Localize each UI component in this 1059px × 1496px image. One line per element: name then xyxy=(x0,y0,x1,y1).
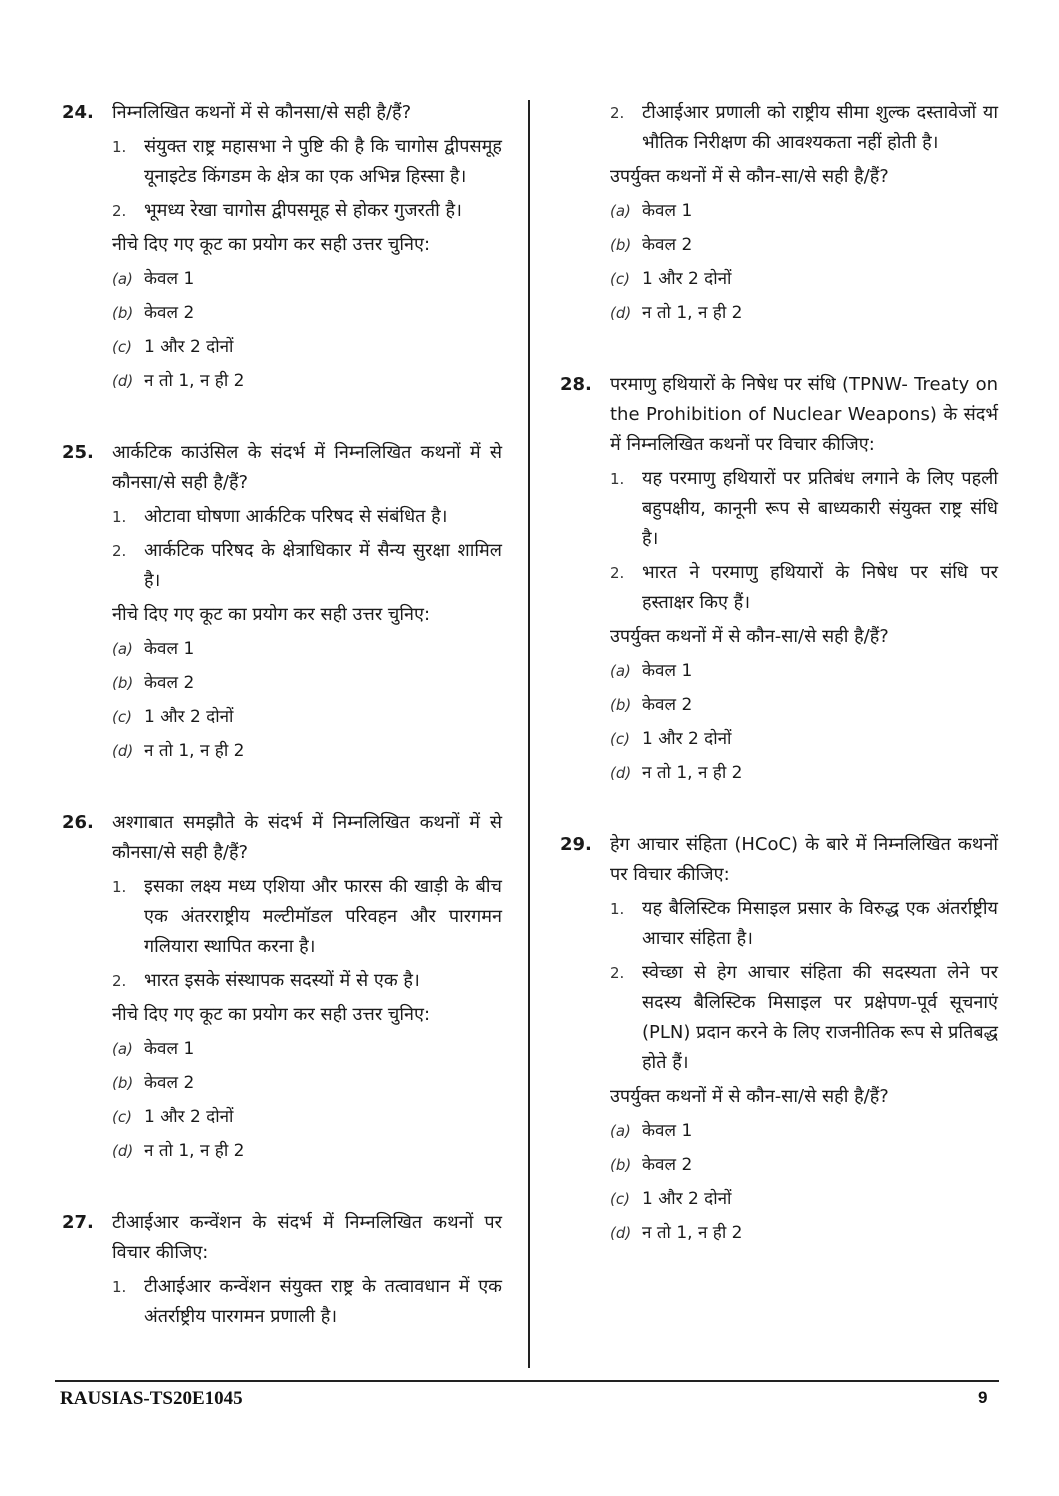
statement-number: 1. xyxy=(610,900,625,918)
statement-number: 2. xyxy=(112,972,127,990)
option-text: केवल 1 xyxy=(144,639,195,659)
option-label: (a) xyxy=(610,202,631,220)
option-text: केवल 2 xyxy=(642,235,693,255)
option-d xyxy=(112,736,502,766)
question-29 xyxy=(560,830,998,1248)
option-label: (c) xyxy=(610,1190,630,1208)
option-b xyxy=(610,230,998,260)
statement xyxy=(112,1272,502,1332)
answer-prompt: नीचे दिए गए कूट का प्रयोग कर सही उत्तर चुनिए: xyxy=(112,1004,431,1025)
statement-text: इसका लक्ष्य मध्य एशिया और फारस की खाड़ी के बीच एक अंतरराष्ट्रीय मल्टीमॉडल परिवहन और पारगमन गलियारा स्थापित करना है। xyxy=(144,876,502,957)
option-d xyxy=(112,366,502,396)
option-b xyxy=(112,298,502,328)
option-text: केवल 2 xyxy=(144,1073,195,1093)
option-text: 1 और 2 दोनों xyxy=(642,269,732,289)
statement xyxy=(610,894,998,954)
option-c xyxy=(112,1102,502,1132)
answer-prompt: उपर्युक्त कथनों में से कौन-सा/से सही है/हैं? xyxy=(610,166,889,187)
question-25 xyxy=(62,438,502,766)
footer-rule xyxy=(55,1380,999,1382)
option-text: केवल 1 xyxy=(642,1121,693,1141)
option-a xyxy=(610,656,998,686)
question-number: 27. xyxy=(62,1212,94,1233)
answer-prompt: उपर्युक्त कथनों में से कौन-सा/से सही है/हैं? xyxy=(610,1086,889,1107)
right-column xyxy=(560,98,998,1290)
option-label: (b) xyxy=(112,674,134,692)
question-stem: परमाणु हथियारों के निषेध पर संधि (TPNW- Treaty on the Prohibition of Nuclear Weapons) के संदर्भ में निम्नलिखित कथनों पर विचार कीजिए: xyxy=(610,374,998,455)
option-text: केवल 2 xyxy=(144,303,195,323)
statement-text: ओटावा घोषणा आर्कटिक परिषद से संबंधित है। xyxy=(144,506,448,527)
option-text: न तो 1, न ही 2 xyxy=(144,741,245,761)
page-number: 9 xyxy=(978,1388,988,1407)
option-label: (a) xyxy=(610,662,631,680)
option-text: 1 और 2 दोनों xyxy=(642,1189,732,1209)
option-label: (b) xyxy=(112,1074,134,1092)
option-c xyxy=(112,702,502,732)
statement-number: 2. xyxy=(112,202,127,220)
option-text: 1 और 2 दोनों xyxy=(144,707,234,727)
question-28 xyxy=(560,370,998,788)
option-label: (c) xyxy=(112,708,132,726)
left-column xyxy=(62,98,502,1374)
option-text: केवल 2 xyxy=(642,1155,693,1175)
statement-number: 2. xyxy=(112,542,127,560)
option-label: (c) xyxy=(610,730,630,748)
statement-number: 2. xyxy=(610,564,625,582)
column-divider xyxy=(528,100,530,1368)
option-b xyxy=(610,690,998,720)
statement xyxy=(112,966,502,996)
option-text: 1 और 2 दोनों xyxy=(642,729,732,749)
option-label: (d) xyxy=(112,1142,134,1160)
question-27-continued xyxy=(560,98,998,328)
statement-number: 1. xyxy=(112,878,127,896)
option-text: 1 और 2 दोनों xyxy=(144,337,234,357)
option-label: (c) xyxy=(112,1108,132,1126)
statement-text: भारत ने परमाणु हथियारों के निषेध पर संधि पर हस्ताक्षर किए हैं। xyxy=(642,562,998,613)
option-text: केवल 1 xyxy=(642,661,693,681)
question-number: 28. xyxy=(560,374,592,395)
statement xyxy=(112,132,502,192)
option-label: (d) xyxy=(610,1224,632,1242)
option-label: (b) xyxy=(112,304,134,322)
statement xyxy=(112,872,502,962)
answer-prompt: उपर्युक्त कथनों में से कौन-सा/से सही है/हैं? xyxy=(610,626,889,647)
statement-text: भूमध्य रेखा चागोस द्वीपसमूह से होकर गुजरती है। xyxy=(144,200,462,221)
option-label: (a) xyxy=(112,1040,133,1058)
statement-number: 1. xyxy=(112,508,127,526)
option-b xyxy=(610,1150,998,1180)
question-number: 26. xyxy=(62,812,94,833)
statement xyxy=(610,98,998,158)
question-stem: टीआईआर कन्वेंशन के संदर्भ में निम्नलिखित कथनों पर विचार कीजिए: xyxy=(112,1212,502,1263)
option-label: (b) xyxy=(610,1156,632,1174)
statement xyxy=(112,536,502,596)
statement-number: 1. xyxy=(112,1278,127,1296)
question-stem: आर्कटिक काउंसिल के संदर्भ में निम्नलिखित कथनों में से कौनसा/से सही है/हैं? xyxy=(112,442,502,493)
option-label: (a) xyxy=(112,640,133,658)
option-a xyxy=(610,196,998,226)
option-label: (d) xyxy=(610,764,632,782)
statement-text: यह परमाणु हथियारों पर प्रतिबंध लगाने के लिए पहली बहुपक्षीय, कानूनी रूप से बाध्यकारी संयुक्त राष्ट्र संधि है। xyxy=(642,468,998,549)
option-a xyxy=(112,634,502,664)
option-label: (c) xyxy=(610,270,630,288)
option-c xyxy=(112,332,502,362)
option-b xyxy=(112,1068,502,1098)
option-text: केवल 2 xyxy=(642,695,693,715)
option-a xyxy=(610,1116,998,1146)
option-text: केवल 1 xyxy=(144,269,195,289)
option-label: (b) xyxy=(610,696,632,714)
option-b xyxy=(112,668,502,698)
test-code: RAUSIAS-TS20E1045 xyxy=(60,1388,243,1409)
question-number: 25. xyxy=(62,442,94,463)
option-label: (a) xyxy=(112,270,133,288)
statement xyxy=(112,502,502,532)
statement xyxy=(610,958,998,1078)
statement-number: 2. xyxy=(610,964,625,982)
statement-text: टीआईआर कन्वेंशन संयुक्त राष्ट्र के तत्वावधान में एक अंतर्राष्ट्रीय पारगमन प्रणाली है। xyxy=(144,1276,502,1327)
question-stem: हेग आचार संहिता (HCoC) के बारे में निम्नलिखित कथनों पर विचार कीजिए: xyxy=(610,834,998,885)
statement-number: 1. xyxy=(610,470,625,488)
option-label: (d) xyxy=(112,372,134,390)
question-stem: अश्गाबात समझौते के संदर्भ में निम्नलिखित कथनों में से कौनसा/से सही है/हैं? xyxy=(112,812,502,863)
option-label: (c) xyxy=(112,338,132,356)
statement-text: टीआईआर प्रणाली को राष्ट्रीय सीमा शुल्क दस्तावेजों या भौतिक निरीक्षण की आवश्यकता नहीं होती है। xyxy=(642,102,998,153)
option-text: 1 और 2 दोनों xyxy=(144,1107,234,1127)
question-stem: निम्नलिखित कथनों में से कौनसा/से सही है/हैं? xyxy=(112,102,412,123)
answer-prompt: नीचे दिए गए कूट का प्रयोग कर सही उत्तर चुनिए: xyxy=(112,234,431,255)
answer-prompt: नीचे दिए गए कूट का प्रयोग कर सही उत्तर चुनिए: xyxy=(112,604,431,625)
option-d xyxy=(112,1136,502,1166)
option-text: न तो 1, न ही 2 xyxy=(642,303,743,323)
option-text: केवल 1 xyxy=(642,201,693,221)
option-text: न तो 1, न ही 2 xyxy=(144,1141,245,1161)
statement-text: भारत इसके संस्थापक सदस्यों में से एक है। xyxy=(144,970,420,991)
option-c xyxy=(610,1184,998,1214)
statement xyxy=(610,558,998,618)
statement xyxy=(112,196,502,226)
statement-text: आर्कटिक परिषद के क्षेत्राधिकार में सैन्य सुरक्षा शामिल है। xyxy=(144,540,502,591)
option-d xyxy=(610,298,998,328)
statement-text: यह बैलिस्टिक मिसाइल प्रसार के विरुद्ध एक अंतर्राष्ट्रीय आचार संहिता है। xyxy=(642,898,998,949)
option-text: न तो 1, न ही 2 xyxy=(144,371,245,391)
option-text: न तो 1, न ही 2 xyxy=(642,763,743,783)
option-text: न तो 1, न ही 2 xyxy=(642,1223,743,1243)
statement-number: 1. xyxy=(112,138,127,156)
option-label: (d) xyxy=(112,742,134,760)
option-text: केवल 2 xyxy=(144,673,195,693)
option-label: (a) xyxy=(610,1122,631,1140)
option-label: (b) xyxy=(610,236,632,254)
question-number: 29. xyxy=(560,834,592,855)
option-c xyxy=(610,724,998,754)
statement xyxy=(610,464,998,554)
option-d xyxy=(610,758,998,788)
question-number: 24. xyxy=(62,102,94,123)
question-27 xyxy=(62,1208,502,1332)
option-c xyxy=(610,264,998,294)
option-text: केवल 1 xyxy=(144,1039,195,1059)
option-a xyxy=(112,264,502,294)
statement-number: 2. xyxy=(610,104,625,122)
option-a xyxy=(112,1034,502,1064)
option-d xyxy=(610,1218,998,1248)
option-label: (d) xyxy=(610,304,632,322)
statement-text: संयुक्त राष्ट्र महासभा ने पुष्टि की है कि चागोस द्वीपसमूह यूनाइटेड किंगडम के क्षेत्र का एक अभिन्न हिस्सा है। xyxy=(144,136,502,187)
statement-text: स्वेच्छा से हेग आचार संहिता की सदस्यता लेने पर सदस्य बैलिस्टिक मिसाइल पर प्रक्षेपण-पूर्व सूचनाएं (PLN) प्रदान करने के लिए राजनीतिक रूप से प्रतिबद्ध होते हैं। xyxy=(642,962,998,1073)
question-24 xyxy=(62,98,502,396)
question-26 xyxy=(62,808,502,1166)
